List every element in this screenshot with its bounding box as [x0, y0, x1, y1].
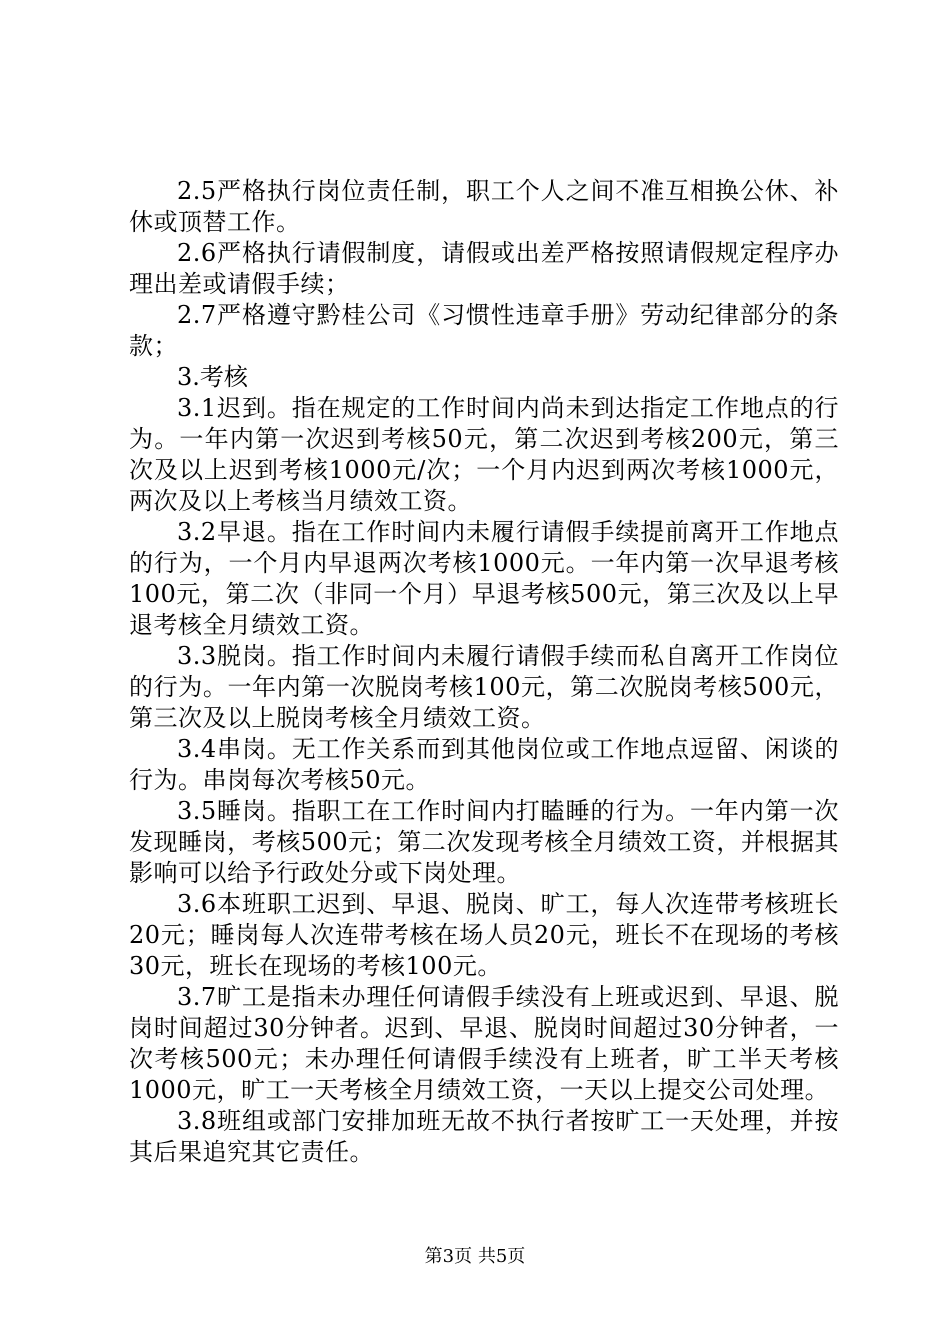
paragraph-3-1: 3.1迟到。指在规定的工作时间内尚未到达指定工作地点的行为。一年内第一次迟到考核50元，第二次迟到考核200元，第三次及以上迟到考核1000元/次；一个月内迟到两次考核1000元，两次及以上考核当月绩效工资。 [129, 394, 839, 515]
paragraph-3-7: 3.7旷工是指未办理任何请假手续没有上班或迟到、早退、脱岗时间超过30分钟者。迟到、早退、脱岗时间超过30分钟者，一次考核500元；未办理任何请假手续没有上班者，旷工半天考核1000元，旷工一天考核全月绩效工资，一天以上提交公司处理。 [129, 983, 839, 1104]
section-heading-assessment: 3.考核 [177, 363, 248, 391]
paragraph-3-8: 3.8班组或部门安排加班无故不执行者按旷工一天处理，并按其后果追究其它责任。 [129, 1107, 839, 1166]
paragraph-2-6: 2.6严格执行请假制度，请假或出差严格按照请假规定程序办理出差或请假手续； [129, 239, 839, 298]
page-footer: 第3页 共5页 [424, 1246, 526, 1267]
paragraph-3-6: 3.6本班职工迟到、早退、脱岗、旷工，每人次连带考核班长20元；睡岗每人次连带考核在场人员20元，班长不在现场的考核30元，班长在现场的考核100元。 [129, 890, 839, 980]
paragraph-2-7: 2.7严格遵守黔桂公司《习惯性违章手册》劳动纪律部分的条款； [129, 301, 839, 360]
document-body [129, 176, 839, 1168]
paragraph-3-4: 3.4串岗。无工作关系而到其他岗位或工作地点逗留、闲谈的行为。串岗每次考核50元。 [129, 735, 839, 794]
paragraph-3-5: 3.5睡岗。指职工在工作时间内打瞌睡的行为。一年内第一次发现睡岗，考核500元；第二次发现考核全月绩效工资，并根据其影响可以给予行政处分或下岗处理。 [129, 797, 839, 887]
paragraph-3-3: 3.3脱岗。指工作时间内未履行请假手续而私自离开工作岗位的行为。一年内第一次脱岗考核100元，第二次脱岗考核500元，第三次及以上脱岗考核全月绩效工资。 [129, 642, 839, 732]
paragraph-2-5: 2.5严格执行岗位责任制，职工个人之间不准互相换公休、补休或顶替工作。 [129, 177, 839, 236]
paragraph-3-2: 3.2早退。指在工作时间内未履行请假手续提前离开工作地点的行为，一个月内早退两次考核1000元。一年内第一次早退考核100元，第二次（非同一个月）早退考核500元，第三次及以上早退考核全月绩效工资。 [129, 518, 839, 639]
